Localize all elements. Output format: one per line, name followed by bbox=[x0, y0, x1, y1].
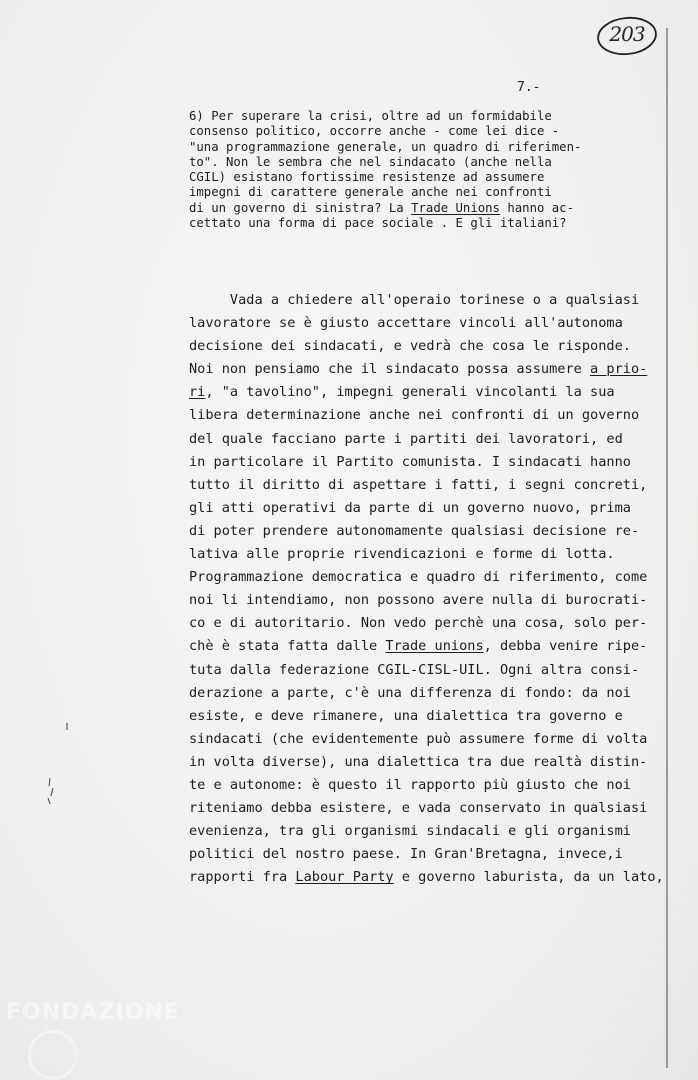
page-stamp bbox=[596, 14, 658, 58]
answer-line bbox=[189, 520, 669, 543]
text-segment: evenienza, tra gli organismi sindacali e gli organismi bbox=[189, 823, 631, 840]
text-segment: esiste, e deve rimanere, una dialettica tra governo e bbox=[189, 707, 623, 724]
text-segment: to". Non le sembra che nel sindacato (anche nella bbox=[189, 154, 552, 169]
answer-line bbox=[189, 497, 669, 520]
text-segment: di un governo di sinistra? La bbox=[189, 200, 412, 215]
text-segment: Vada a chiedere all'operaio torinese o a qualsiasi bbox=[189, 292, 640, 308]
text-segment: gli atti operativi da parte di un governo nuovo, prima bbox=[189, 499, 631, 516]
text-segment: co e di autoritario. Non vedo perchè una cosa, solo per- bbox=[189, 615, 648, 632]
answer-line bbox=[189, 404, 669, 427]
answer-line bbox=[189, 635, 669, 658]
question-line bbox=[189, 216, 649, 231]
question-line bbox=[189, 140, 649, 155]
answer-line bbox=[189, 289, 669, 312]
question-line bbox=[189, 124, 649, 139]
text-segment: cettato una forma di pace sociale . E gli italiani? bbox=[189, 216, 567, 231]
text-segment: , "a tavolino", impegni generali vincolanti la sua bbox=[205, 384, 615, 401]
answer-line bbox=[189, 682, 669, 705]
text-segment: e governo laburista, da un lato, bbox=[393, 869, 664, 886]
text-segment: decisione dei sindacati, e vedrà che cosa le risponde. bbox=[189, 338, 631, 355]
text-segment: "una programmazione generale, un quadro di riferimen- bbox=[189, 139, 582, 154]
text-segment: politici del nostro paese. In Gran'Bretagna, invece,i bbox=[189, 846, 623, 863]
answer-line bbox=[189, 358, 669, 381]
text-segment: CGIL) esistano fortissime resistenze ad assumere bbox=[189, 170, 545, 185]
stamp-number: 203 bbox=[609, 22, 645, 46]
answer-line bbox=[189, 428, 669, 451]
text-segment: tutto il diritto di aspettare i fatti, i segni concreti, bbox=[189, 476, 648, 493]
question-line bbox=[189, 185, 649, 200]
answer-line bbox=[189, 866, 669, 889]
underlined-term: Labour Party bbox=[295, 869, 394, 886]
page-number: 7.- bbox=[517, 80, 541, 95]
question-line bbox=[189, 109, 649, 124]
answer-line bbox=[189, 381, 669, 404]
answer-line bbox=[189, 312, 669, 335]
question-line bbox=[189, 170, 649, 185]
answer-line bbox=[189, 820, 669, 843]
answer-line bbox=[189, 774, 669, 797]
text-segment: Programmazione democratica e quadro di riferimento, come bbox=[189, 569, 648, 586]
answer-line bbox=[189, 474, 669, 497]
text-segment: sindacati (che evidentemente può assumere forme di volta bbox=[189, 730, 648, 747]
text-segment: hanno ac- bbox=[499, 200, 574, 215]
answer-line bbox=[189, 728, 669, 751]
answer-line bbox=[189, 843, 669, 866]
text-segment: libera determinazione anche nei confronti di un governo bbox=[189, 407, 640, 424]
text-segment: del quale facciano parte i partiti dei lavoratori, ed bbox=[189, 430, 623, 447]
answer-line bbox=[189, 797, 669, 820]
ink-dot-icon bbox=[64, 722, 70, 732]
question-line bbox=[189, 155, 649, 170]
text-segment: derazione a parte, c'è una differenza di fondo: da noi bbox=[189, 684, 631, 701]
answer-line bbox=[189, 751, 669, 774]
underlined-term: Trade Unions bbox=[411, 200, 500, 215]
underlined-term: ri bbox=[189, 384, 206, 401]
answer-line bbox=[189, 566, 669, 589]
answer-line bbox=[189, 589, 669, 612]
text-segment: chè è stata fatta dalle bbox=[189, 638, 386, 655]
watermark-seal-icon bbox=[28, 1030, 78, 1080]
text-segment: riteniamo debba esistere, e vada conservato in qualsiasi bbox=[189, 800, 648, 817]
answer-line bbox=[189, 659, 669, 682]
question-paragraph bbox=[189, 109, 649, 231]
question-line bbox=[189, 201, 649, 216]
text-segment: in volta diverse), una dialettica tra due realtà distin- bbox=[189, 753, 648, 770]
answer-line bbox=[189, 705, 669, 728]
answer-line bbox=[189, 612, 669, 635]
text-segment: di poter prendere autonomamente qualsiasi decisione re- bbox=[189, 522, 640, 539]
text-segment: tuta dalla federazione CGIL-CISL-UIL. Ogni altra consi- bbox=[189, 661, 640, 678]
underlined-term: Trade unions bbox=[385, 638, 484, 655]
text-segment: te e autonome: è questo il rapporto più giusto che noi bbox=[189, 776, 631, 793]
text-segment: , debba venire ripe- bbox=[483, 638, 648, 655]
text-segment: lativa alle proprie rivendicazioni e forme di lotta. bbox=[189, 546, 615, 563]
ink-mark-icon bbox=[44, 776, 58, 806]
answer-line bbox=[189, 335, 669, 358]
watermark: FONDAZIONE bbox=[6, 1000, 180, 1025]
text-segment: lavoratore se è giusto accettare vincoli all'autonoma bbox=[189, 315, 623, 332]
text-segment: Noi non pensiamo che il sindacato possa assumere bbox=[189, 361, 591, 378]
text-segment: consenso politico, occorre anche - come lei dice - bbox=[189, 124, 560, 139]
text-segment: 6) Per superare la crisi, oltre ad un formidabile bbox=[189, 109, 552, 123]
text-segment: rapporti fra bbox=[189, 869, 296, 886]
underlined-term: a prio- bbox=[590, 361, 648, 378]
answer-paragraph bbox=[189, 289, 669, 889]
text-segment: noi li intendiamo, non possono avere nulla di burocrati- bbox=[189, 592, 648, 609]
text-segment: impegni di carattere generale anche nei confronti bbox=[189, 185, 552, 200]
text-segment: in particolare il Partito comunista. I sindacati hanno bbox=[189, 453, 631, 470]
answer-line bbox=[189, 543, 669, 566]
answer-line bbox=[189, 451, 669, 474]
